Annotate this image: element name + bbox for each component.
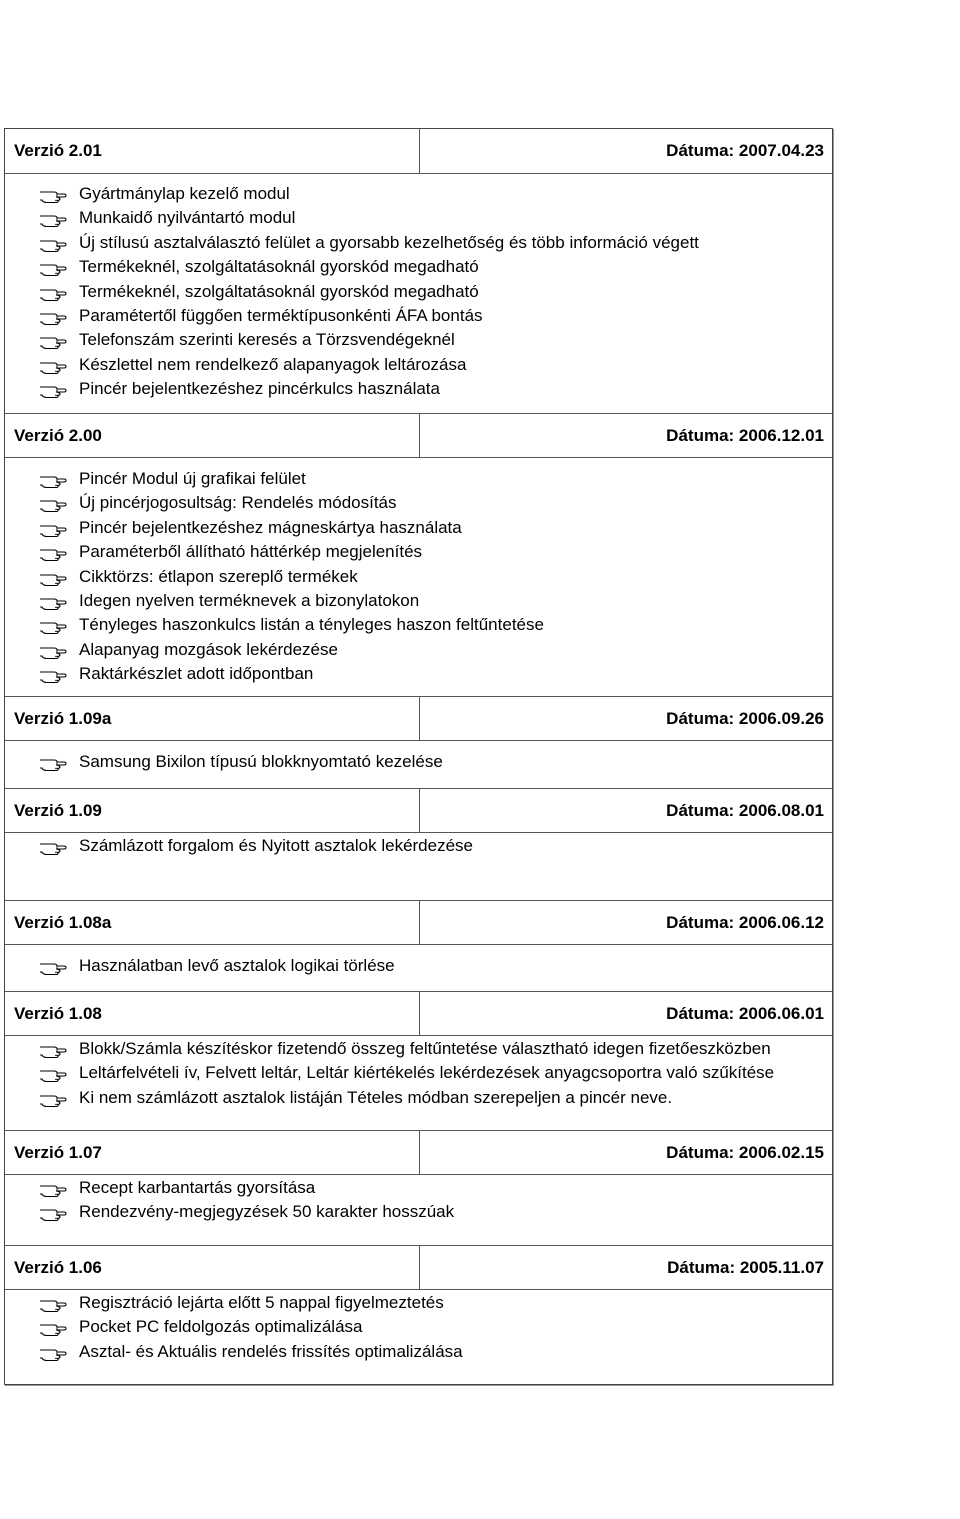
header-divider [419,129,420,173]
pointing-hand-icon [39,209,67,227]
list-item-text: Idegen nyelven terméknevek a bizonylatokon [79,591,420,610]
version-label: Verzió 1.09a [14,709,112,728]
pointing-hand-icon [39,592,67,610]
list-item-text: Új stílusú asztalválasztó felület a gyorsabb kezelhetőség és több információ végett [79,232,699,252]
list-item-text: Leltárfelvételi ív, Felvett leltár, Leltár kiértékelés lekérdezések anyagcsoportra való szűkítése [79,1063,775,1083]
header-divider [419,1246,420,1289]
list-item-text: Alapanyag mozgások lekérdezése [79,639,338,659]
list-item-text: Blokk/Számla készítéskor fizetendő összeg feltűntetése választható idegen fizetőeszközben [79,1039,771,1058]
version-header [5,129,832,174]
version-label: Verzió 1.09 [14,801,102,820]
pointing-hand-icon [39,234,67,252]
pointing-hand-icon [39,616,67,634]
version-header [5,991,832,1036]
version-header [5,900,832,945]
pointing-hand-icon [39,1203,67,1221]
pointing-hand-icon [39,494,67,512]
version-label: Verzió 1.08 [14,1004,102,1023]
pointing-hand-icon [39,837,67,855]
pointing-hand-icon [39,185,67,203]
pointing-hand-icon [39,753,67,771]
header-divider [419,697,420,740]
list-item-text: Paramétertől függően terméktípusonkénti ÁFA bontás [79,306,483,325]
header-divider [419,1131,420,1174]
list-item-text: Gyártmánylap kezelő modul [79,184,290,203]
pointing-hand-icon [39,1040,67,1058]
pointing-hand-icon [39,380,67,398]
list-item-text: Termékeknél, szolgáltatásoknál gyorskód megadható [79,281,479,301]
pointing-hand-icon [39,1179,67,1197]
list-item-text: Tényleges haszonkulcs listán a tényleges haszon feltűntetése [79,615,544,635]
date-label: Dátuma: 2006.09.26 [666,709,824,728]
list-item-text: Termékeknél, szolgáltatásoknál gyorskód megadható [79,257,479,277]
pointing-hand-icon [39,1343,67,1361]
list-item-text: Munkaidő nyilvántartó modul [79,208,296,228]
pointing-hand-icon [39,258,67,276]
version-label: Verzió 1.06 [14,1258,102,1277]
pointing-hand-icon [39,1064,67,1082]
header-divider [419,901,420,944]
version-label: Verzió 1.07 [14,1143,102,1162]
version-header [5,1245,832,1290]
pointing-hand-icon [39,307,67,325]
version-header [5,696,832,741]
version-header [5,1130,832,1175]
header-divider [419,789,420,832]
list-item-text: Asztal- és Aktuális rendelés frissítés optimalizálása [79,1341,463,1361]
pointing-hand-icon [39,1294,67,1312]
pointing-hand-icon [39,957,67,975]
list-item-text: Készlettel nem rendelkező alapanyagok leltározása [79,354,467,374]
date-label: Dátuma: 2005.11.07 [667,1258,824,1277]
list-item-text: Cikktörzs: étlapon szereplő termékek [79,566,358,586]
list-item-text: Samsung Bixilon típusú blokknyomtató kezelése [79,752,443,771]
version-header [5,413,832,458]
list-item-text: Telefonszám szerinti keresés a Törzsvendégeknél [79,330,455,350]
pointing-hand-icon [39,470,67,488]
date-label: Dátuma: 2006.12.01 [666,426,824,445]
list-item-text: Használatban levő asztalok logikai törlése [79,956,395,975]
list-item-text: Ki nem számlázott asztalok listáján Tételes módban szerepeljen a pincér neve. [79,1087,673,1107]
version-label: Verzió 2.01 [14,141,102,160]
pointing-hand-icon [39,1089,67,1107]
date-label: Dátuma: 2006.06.01 [666,1004,824,1023]
pointing-hand-icon [39,331,67,349]
pointing-hand-icon [39,283,67,301]
list-item-text: Raktárkészlet adott időpontban [79,664,314,684]
list-item-text: Pincér bejelentkezéshez pincérkulcs használata [79,379,440,399]
date-label: Dátuma: 2007.04.23 [666,141,824,160]
date-label: Dátuma: 2006.06.12 [666,913,824,932]
list-item-text: Új pincérjogosultság: Rendelés módosítás [79,493,397,513]
pointing-hand-icon [39,568,67,586]
list-item-text: Paraméterből állítható háttérkép megjelenítés [79,542,423,562]
list-item-text: Pocket PC feldolgozás optimalizálása [79,1317,363,1337]
pointing-hand-icon [39,543,67,561]
version-label: Verzió 1.08a [14,913,112,932]
list-item-text: Recept karbantartás gyorsítása [79,1178,316,1197]
pointing-hand-icon [39,665,67,683]
list-item-text: Regisztráció lejárta előtt 5 nappal figyelmeztetés [79,1293,444,1312]
date-label: Dátuma: 2006.02.15 [666,1143,824,1162]
version-header [5,788,832,833]
header-divider [419,414,420,457]
pointing-hand-icon [39,1318,67,1336]
header-divider [419,992,420,1035]
pointing-hand-icon [39,519,67,537]
pointing-hand-icon [39,641,67,659]
date-label: Dátuma: 2006.08.01 [666,801,824,820]
version-label: Verzió 2.00 [14,426,102,445]
list-item-text: Pincér Modul új grafikai felület [79,469,306,488]
list-item-text: Számlázott forgalom és Nyitott asztalok lekérdezése [79,836,474,855]
list-item-text: Pincér bejelentkezéshez mágneskártya használata [79,517,462,537]
list-item-text: Rendezvény-megjegyzések 50 karakter hosszúak [79,1202,455,1222]
pointing-hand-icon [39,356,67,374]
changelog-document [4,128,833,1385]
